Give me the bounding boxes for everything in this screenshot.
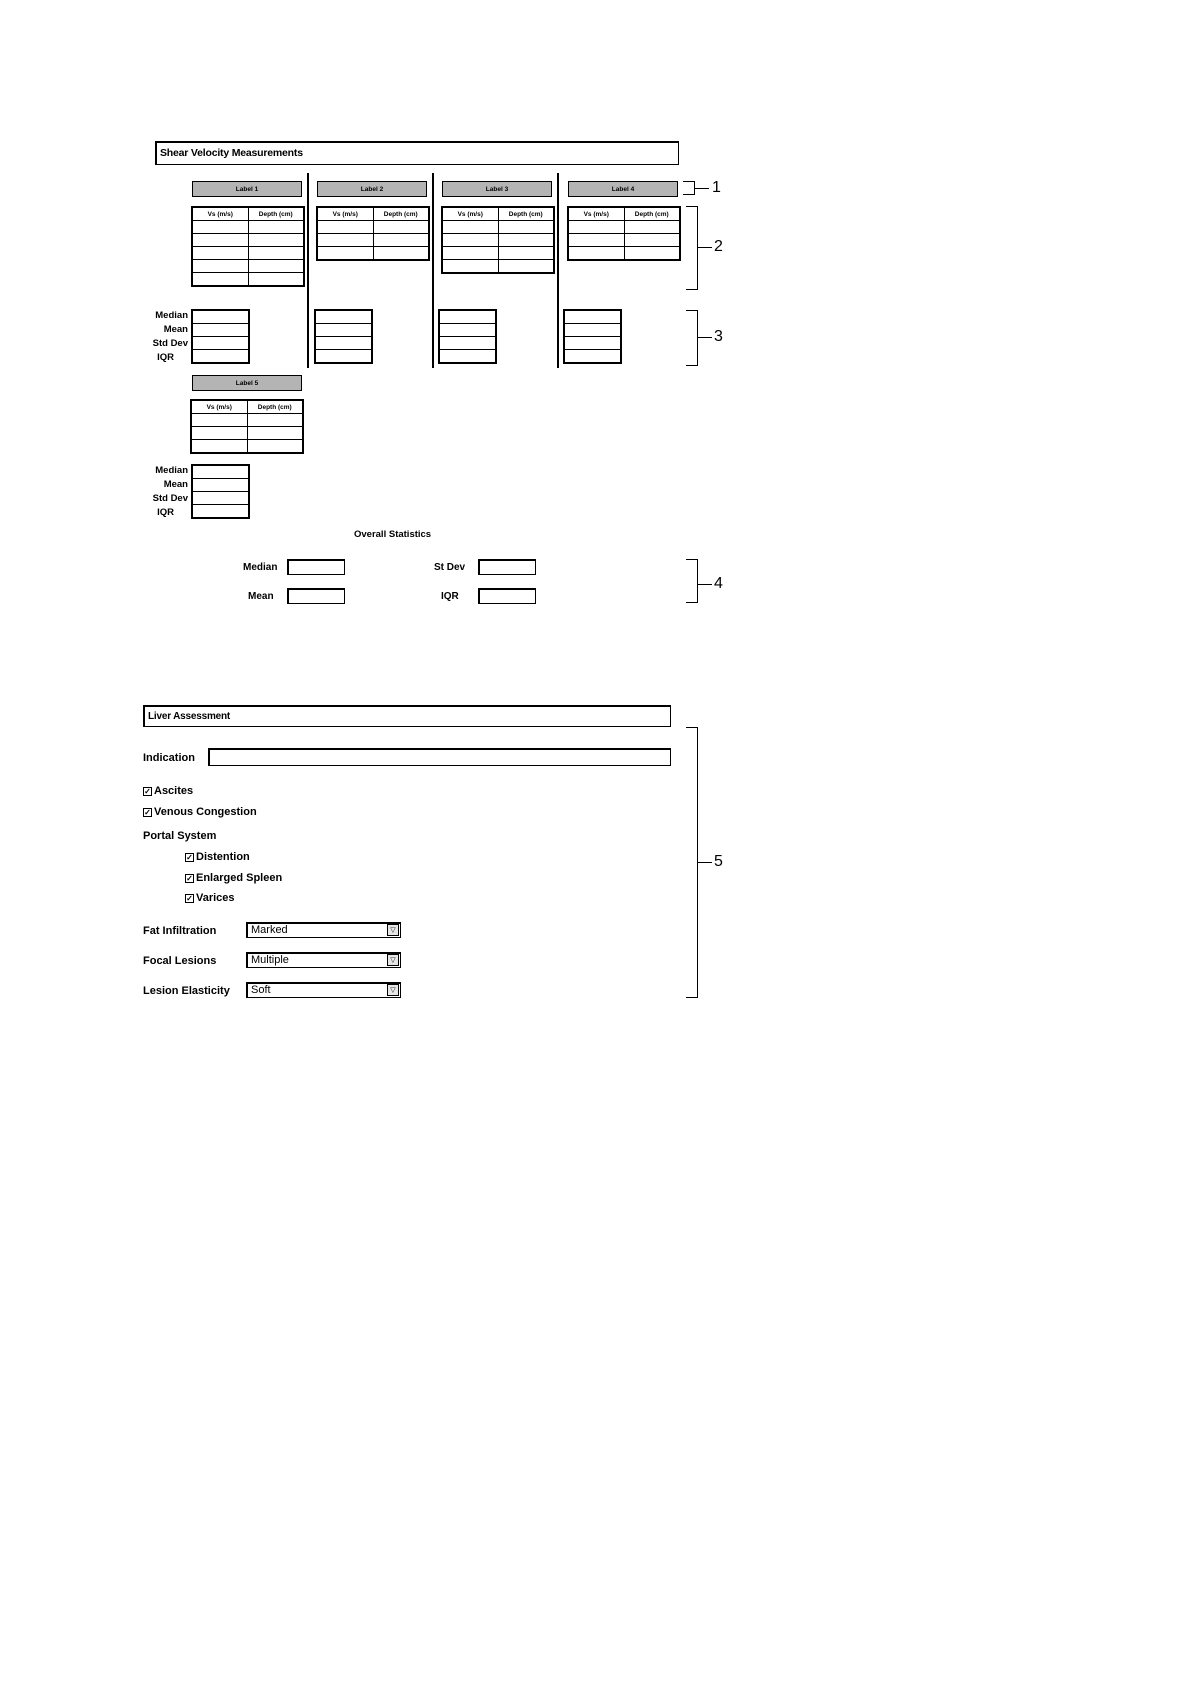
table-cell[interactable]: [317, 234, 373, 247]
label-2-measurement-table: [316, 206, 430, 261]
iqr-cell[interactable]: [439, 350, 496, 364]
label-1-stats-table: [191, 309, 250, 364]
median-label: Median: [155, 310, 188, 321]
liver-section-title: [143, 705, 671, 727]
std-dev-cell[interactable]: [564, 337, 621, 350]
table-cell[interactable]: [373, 247, 429, 261]
label-5-stats-table: [191, 464, 250, 519]
table-cell[interactable]: [498, 221, 554, 234]
label-1-measurement-table: [191, 206, 305, 287]
std-dev-label: Std Dev: [152, 338, 188, 349]
table-cell[interactable]: [373, 221, 429, 234]
vs-header: Vs (m/s): [317, 207, 373, 221]
mean-cell[interactable]: [439, 324, 496, 337]
ascites-checkbox-row[interactable]: [143, 785, 193, 797]
iqr-cell[interactable]: [564, 350, 621, 364]
vs-header: Vs (m/s): [191, 400, 247, 414]
label-1-text: Label 1: [235, 185, 259, 193]
vs-header: Vs (m/s): [568, 207, 624, 221]
iqr-cell[interactable]: [315, 350, 372, 364]
liver-title-text: Liver Assessment: [148, 710, 231, 722]
checkbox-checked-icon[interactable]: ✓: [186, 893, 193, 903]
table-cell[interactable]: [248, 234, 304, 247]
column-divider: [307, 173, 309, 368]
fat-infiltration-value: Marked: [251, 924, 288, 936]
label-4-stats-table: [563, 309, 622, 364]
table-cell[interactable]: [192, 273, 248, 287]
indication-input[interactable]: [208, 748, 671, 766]
lesion-elasticity-select[interactable]: [246, 982, 401, 998]
table-cell[interactable]: [498, 260, 554, 274]
label-1-button[interactable]: [192, 181, 302, 197]
mean-cell[interactable]: [192, 324, 249, 337]
table-cell[interactable]: [191, 440, 247, 454]
table-cell[interactable]: [192, 221, 248, 234]
bracket-2: [686, 206, 698, 290]
label-2-text: Label 2: [360, 185, 384, 193]
bracket-1-tick: [695, 188, 709, 189]
chevron-down-icon[interactable]: ▽: [387, 954, 399, 966]
overall-iqr-label: IQR: [441, 591, 459, 602]
table-cell[interactable]: [373, 234, 429, 247]
table-cell[interactable]: [498, 247, 554, 260]
focal-lesions-select[interactable]: [246, 952, 401, 968]
varices-checkbox-row[interactable]: [185, 892, 235, 904]
column-divider: [557, 173, 559, 368]
stat-labels: [140, 309, 188, 365]
bracket-5-tick: [698, 862, 712, 863]
bracket-5: [686, 727, 698, 998]
overall-mean-field[interactable]: [287, 588, 345, 604]
table-cell[interactable]: [192, 234, 248, 247]
median-cell[interactable]: [564, 310, 621, 324]
depth-header: Depth (cm): [248, 207, 304, 221]
checkbox-checked-icon[interactable]: ✓: [186, 873, 193, 883]
table-cell[interactable]: [568, 234, 624, 247]
ascites-label: Ascites: [154, 785, 194, 797]
table-cell[interactable]: [247, 440, 303, 454]
depth-header: Depth (cm): [498, 207, 554, 221]
median-cell[interactable]: [315, 310, 372, 324]
depth-header: Depth (cm): [247, 400, 303, 414]
table-cell[interactable]: [624, 247, 680, 261]
overall-mean-label: Mean: [248, 591, 274, 602]
table-cell[interactable]: [248, 260, 304, 273]
iqr-cell[interactable]: [192, 505, 249, 519]
table-cell[interactable]: [442, 247, 498, 260]
label-4-button[interactable]: [568, 181, 678, 197]
table-cell[interactable]: [247, 427, 303, 440]
table-cell[interactable]: [191, 427, 247, 440]
table-cell[interactable]: [442, 260, 498, 274]
bracket-2-tick: [698, 247, 712, 248]
bracket-4: [686, 559, 698, 603]
median-cell[interactable]: [192, 465, 249, 479]
mean-cell[interactable]: [564, 324, 621, 337]
indication-label: Indication: [143, 752, 195, 764]
label-4-measurement-table: [567, 206, 681, 261]
label-5-button[interactable]: [192, 375, 302, 391]
enlarged-spleen-checkbox-row[interactable]: [185, 872, 282, 884]
label-2-stats-table: [314, 309, 373, 364]
chevron-down-icon[interactable]: ▽: [387, 924, 399, 936]
median-cell[interactable]: [192, 310, 249, 324]
overall-stdev-label: St Dev: [434, 562, 466, 573]
bracket-3: [686, 310, 698, 366]
table-cell[interactable]: [317, 221, 373, 234]
label-3-text: Label 3: [485, 185, 509, 193]
portal-system-label: Portal System: [143, 830, 217, 842]
std-dev-cell[interactable]: [439, 337, 496, 350]
venous-congestion-checkbox-row[interactable]: [143, 806, 257, 818]
iqr-label: IQR: [157, 507, 174, 518]
mean-cell[interactable]: [192, 479, 249, 492]
table-cell[interactable]: [442, 234, 498, 247]
focal-lesions-value: Multiple: [251, 954, 289, 966]
callout-1: 1: [712, 179, 721, 196]
depth-header: Depth (cm): [624, 207, 680, 221]
iqr-cell[interactable]: [192, 350, 249, 364]
callout-3: 3: [714, 328, 723, 345]
std-dev-cell[interactable]: [192, 337, 249, 350]
std-dev-cell[interactable]: [315, 337, 372, 350]
table-cell[interactable]: [624, 221, 680, 234]
table-cell[interactable]: [568, 221, 624, 234]
std-dev-label: Std Dev: [152, 493, 188, 504]
table-cell[interactable]: [248, 247, 304, 260]
table-cell[interactable]: [624, 234, 680, 247]
iqr-label: IQR: [157, 352, 174, 363]
vs-header: Vs (m/s): [192, 207, 248, 221]
table-cell[interactable]: [192, 247, 248, 260]
bracket-3-tick: [698, 337, 712, 338]
vs-header: Vs (m/s): [442, 207, 498, 221]
distention-label: Distention: [196, 851, 250, 863]
shear-title-text: Shear Velocity Measurements: [160, 147, 303, 159]
overall-median-field[interactable]: [287, 559, 345, 575]
label-3-stats-table: [438, 309, 497, 364]
std-dev-cell[interactable]: [192, 492, 249, 505]
overall-stdev-field[interactable]: [478, 559, 536, 575]
table-cell[interactable]: [442, 221, 498, 234]
label-5-measurement-table: [190, 399, 304, 454]
median-cell[interactable]: [439, 310, 496, 324]
varices-label: Varices: [196, 892, 235, 904]
table-cell[interactable]: [191, 414, 247, 427]
label-2-button[interactable]: [317, 181, 427, 197]
checkbox-checked-icon[interactable]: ✓: [144, 807, 151, 817]
table-cell[interactable]: [192, 260, 248, 273]
shear-section-title: [155, 141, 679, 165]
stat-labels-5: [140, 464, 188, 520]
checkbox-checked-icon[interactable]: ✓: [186, 852, 193, 862]
enlarged-spleen-label: Enlarged Spleen: [196, 872, 283, 884]
venous-congestion-label: Venous Congestion: [154, 806, 257, 818]
mean-label: Mean: [163, 324, 188, 335]
depth-header: Depth (cm): [373, 207, 429, 221]
fat-infiltration-select[interactable]: [246, 922, 401, 938]
chevron-down-icon[interactable]: ▽: [387, 984, 399, 996]
overall-iqr-field[interactable]: [478, 588, 536, 604]
overall-statistics-title: Overall Statistics: [354, 529, 432, 540]
checkbox-checked-icon[interactable]: ✓: [144, 786, 151, 796]
callout-2: 2: [714, 238, 723, 255]
callout-4: 4: [714, 575, 723, 592]
label-3-measurement-table: [441, 206, 555, 274]
bracket-1: [683, 181, 695, 195]
column-divider: [432, 173, 434, 368]
fat-infiltration-label: Fat Infiltration: [143, 925, 217, 937]
focal-lesions-label: Focal Lesions: [143, 955, 217, 967]
lesion-elasticity-value: Soft: [251, 984, 271, 996]
mean-cell[interactable]: [315, 324, 372, 337]
bracket-4-tick: [698, 584, 712, 585]
table-cell[interactable]: [568, 247, 624, 261]
median-label: Median: [155, 465, 188, 476]
overall-median-label: Median: [243, 562, 278, 573]
mean-label: Mean: [163, 479, 188, 490]
distention-checkbox-row[interactable]: [185, 851, 250, 863]
table-cell[interactable]: [317, 247, 373, 261]
table-cell[interactable]: [248, 273, 304, 287]
label-5-text: Label 5: [235, 379, 259, 387]
callout-5: 5: [714, 853, 723, 870]
label-4-text: Label 4: [611, 185, 635, 193]
table-cell[interactable]: [247, 414, 303, 427]
lesion-elasticity-label: Lesion Elasticity: [143, 985, 230, 997]
table-cell[interactable]: [498, 234, 554, 247]
label-3-button[interactable]: [442, 181, 552, 197]
table-cell[interactable]: [248, 221, 304, 234]
